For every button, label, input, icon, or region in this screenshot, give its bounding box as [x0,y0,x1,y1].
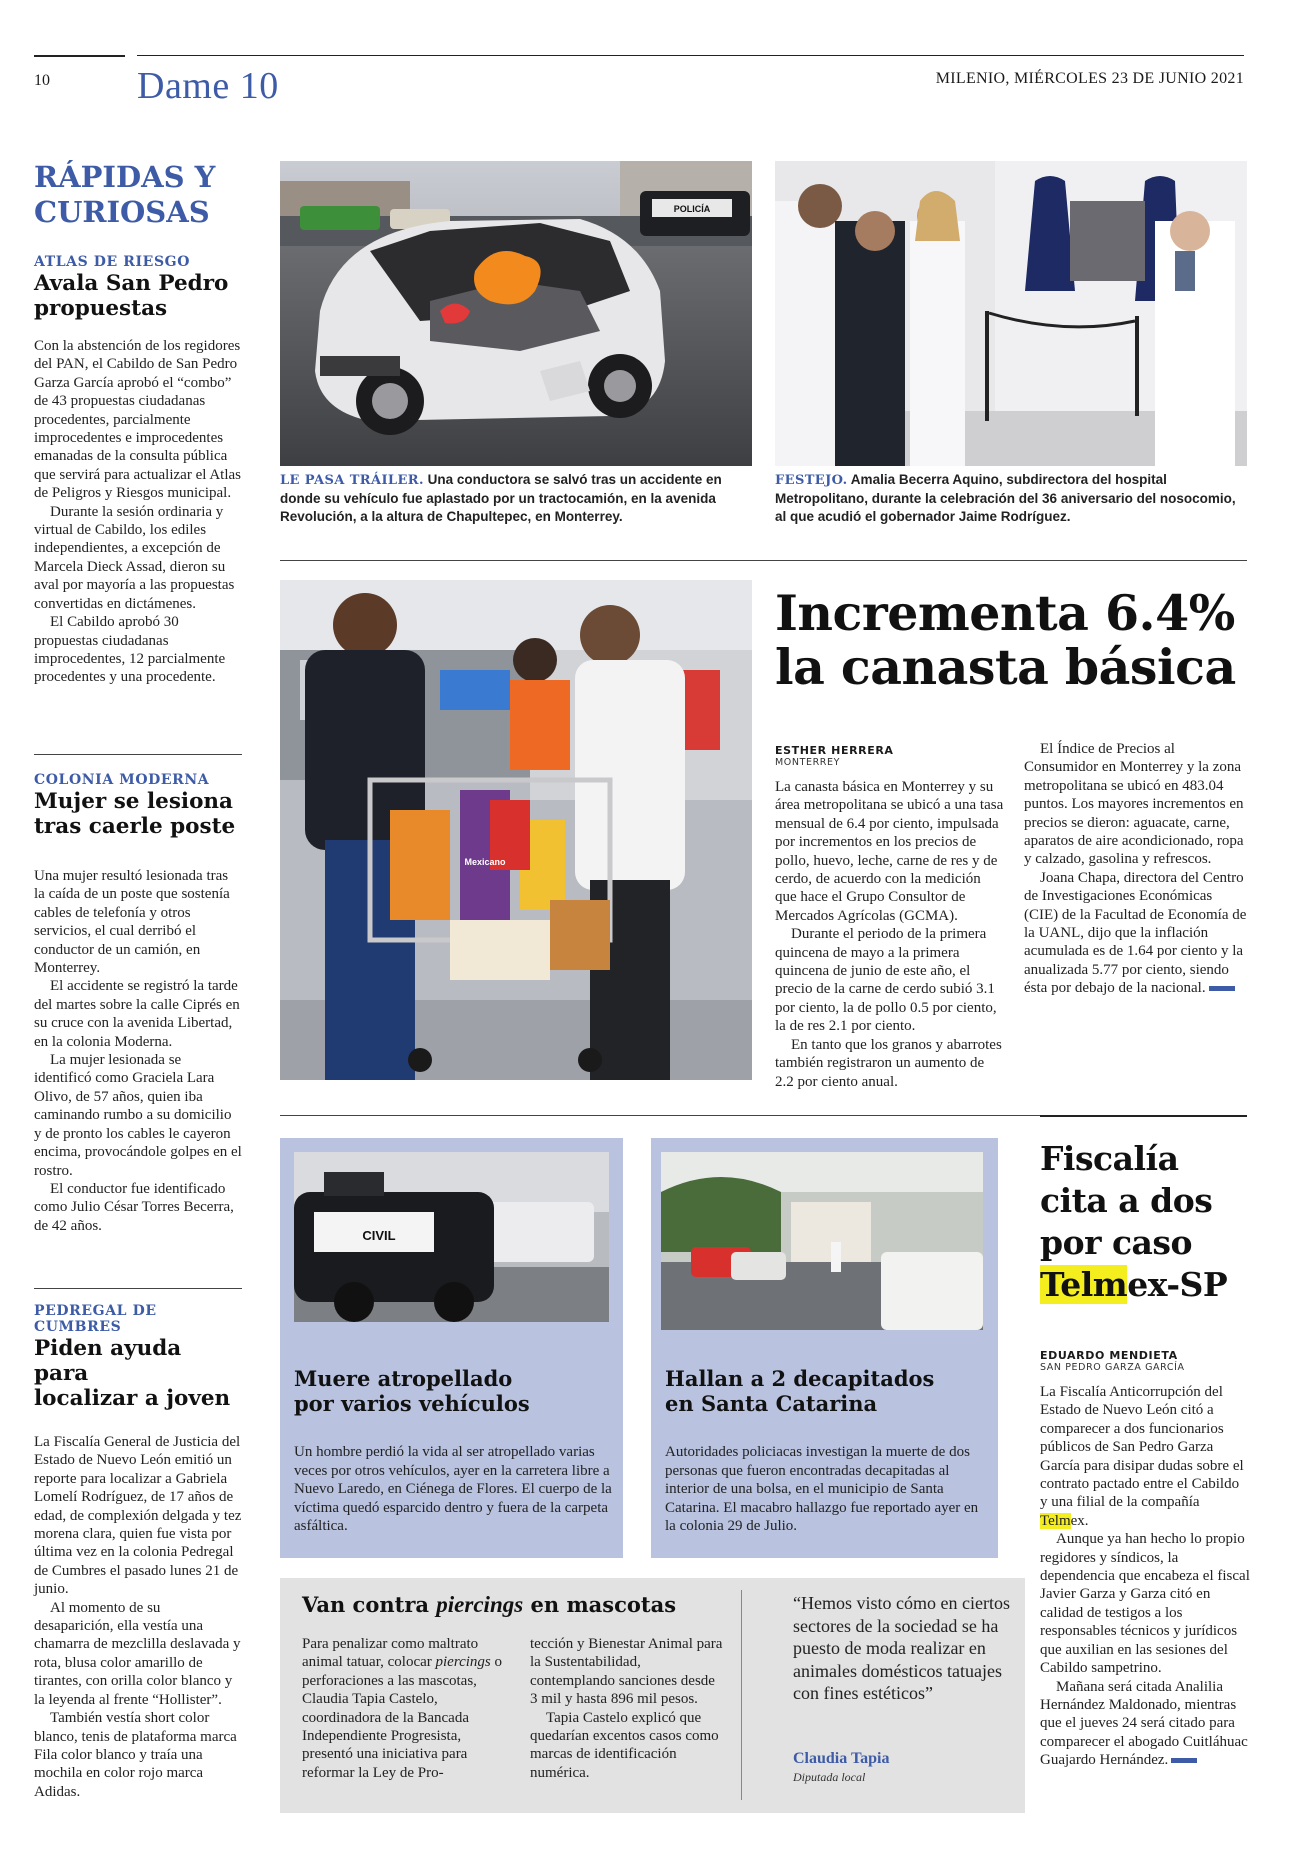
main-story-col2: El Índice de Precios al Consumidor en Monterrey y la zona metropolitana se ubicó en 483.04 puntos. Los mayores incrementos en precios se dieron: aguacate, carne, aparatos de aire acondicionado, ropa y calzado, gasolina y refrescos. Joana Chapa, directora del Centro de Investigaciones Económicas (CIE) de la Facultad de Economía de la UANL, dijo que la inflación acumulada es de 1.64 por ciento y la anualizada 5.77 por ciento, siendo ésta por debajo de la nacional. [1024,741,1247,997]
brief-body: La Fiscalía General de Justicia del Estado de Nuevo León emitió un reporte para localizar a Gabriela Lomelí Rodríguez, de 17 años de edad, de complexión delgada y tez morena clara, quien fue vista por última vez en la colonia Pedregal de Cumbres el pasado lunes 21 de junio. Al momento de su desaparición, ella vestía una chamarra de mezclilla deslavada y rota, blusa color amarillo de tirantes, con orilla color blanco y la leyenda al frente “Hollister”. También vestía short color blanco, tenis de plataforma marca Fila color blanco y traía una mochila en color rojo marca Adidas. [34,1434,242,1800]
main-headline: Incrementa 6.4% la canasta básica [775,584,1236,696]
byline: EDUARDO MENDIETA [1040,1349,1178,1362]
police-scene-photo [294,1152,609,1322]
crashed-car-photo [280,161,752,466]
masthead: MILENIO, MIÉRCOLES 23 DE JUNIO 2021 [935,70,1244,87]
news-box-decapitados [651,1138,998,1558]
police-car-label: CIVIL [362,1228,396,1243]
box-body: Autoridades policiacas investigan la muerte de dos personas que fueron encontradas decapitadas al interior de una bolsa, en el municipio de Santa Catarina. El macabro hallazgo fue reportado ayer en la colonia 29 de Julio. [665,1444,979,1534]
brief-moderna [34,772,242,1235]
photo-caption: LE PASA TRÁILER. Una conductora se salvó tras un accidente en donde su vehículo fue aplastado por un tractocamión, en la avenida Revolución, a la altura de Chapultepec, en Monterrey. [280,472,722,524]
piercings-col2: tección y Bienestar Animal para la Sustentabilidad, contemplando sanciones desde 3 mil y hasta 896 mil pesos. Tapia Castelo explicó que quedarían excentos casos como marcas de identificación numérica. [530,1636,723,1781]
box-body: Un hombre perdió la vida al ser atropellado varias veces por otros vehículos, ayer en la carretera libre a Nuevo Laredo, en Ciénega de Flores. El cuerpo de la víctima quedó esparcido dentro y fuera de la carpeta asfáltica. [294,1444,612,1534]
end-mark [1209,986,1235,991]
end-mark [1171,1758,1197,1763]
byline: ESTHER HERRERA [775,744,894,757]
bottle-label-text: Mexicano [464,857,506,867]
photo-caption: FESTEJO. Amalia Becerra Aquino, subdirectora del hospital Metropolitano, durante la celebración del 36 aniversario del nosocomio, al que acudió el gobernador Jaime Rodríguez. [775,472,1236,524]
brief-headline: Piden ayuda para localizar a joven [34,1336,231,1411]
brief-headline: Avala San Pedro propuestas [34,271,229,321]
box-headline: Hallan a 2 decapitados en Santa Catarina [665,1366,935,1416]
street-scene-photo [661,1152,983,1330]
fiscalia-story: EDUARDO MENDIETA SAN PEDRO GARZA GARCÍA La Fiscalía Anticorrupción del Estado de Nuevo León citó a comparecer a dos funcionarios públicos de San Pedro Garza García para disipar dudas sobre el contrato pactado entre el Cabildo y una filial de la compañía Telmex. Aunque ya han hecho lo propio regidores y síndicos, la dependencia que encabeza el fiscal Javier Garza y Garza citó en calidad de testigos a los responsables técnicos y jurídicos que auxilian en las sesiones del Cabildo sampetrino. Mañana será citada Analilia Hernández Maldonado, mientras que el jueves 24 será citado para comparecer el abogado Cuitláhuac Guajardo Hernández. [1040,1349,1250,1769]
quote-role: Diputada local [793,1770,866,1784]
brief-atlas [34,254,242,687]
byline-place: SAN PEDRO GARZA GARCÍA [1040,1362,1185,1373]
piercings-headline: Van contra piercings en mascotas [302,1592,677,1617]
rapidas-title: RÁPIDAS Y CURIOSAS [34,160,216,229]
brief-body: Una mujer resultó lesionada tras la caída de un poste que sostenía cables de telefonía y otros servicios, el cual derribó el conductor de un camión, en Monterrey. El accidente se registró la tarde del martes sobre la calle Ciprés en su cruce con la avenida Libertad, en la colonia Moderna. La mujer lesionada se identificó como Graciela Lara Olivo, de 57 años, quien iba caminando rumbo a su domicilio y de pronto los cables le cayeron encima, provocándole golpes en el rostro. El conductor fue identificado como Julio César Torres Becerra, de 42 años. [34,868,242,1234]
section-title: Dame 10 [137,65,279,107]
supermarket-photo [280,580,752,1080]
ceremony-photo [775,161,1247,466]
piercings-box [280,1578,1025,1813]
news-box-atropellado [280,1138,623,1558]
piercings-col1: Para penalizar como maltrato animal tatuar, colocar piercings o perforaciones a las mascotas, Claudia Tapia Castelo, coordinadora de la Bancada Independiente Progresista, presentó una iniciativa para reformar la Ley de Pro- [302,1636,503,1781]
brief-kicker: PEDREGAL DE CUMBRES [34,1303,157,1335]
main-story-col1: ESTHER HERRERA MONTERREY La canasta básica en Monterrey y su área metropolitana se ubicó a una tasa mensual de 6.4 por ciento, impulsada por incrementos en los precios de pollo, huevo, leche, carne de res y de cerdo, de acuerdo con la medición que hace el Grupo Consultor de Mercados Agrícolas (GCMA). Durante el periodo de la primera quincena de mayo a la primera quincena de junio de este año, el precio de la carne de cerdo subió 3.1 por ciento, la de pollo 0.5 por ciento, la de res 2.1 por ciento. En tanto que los granos y abarrotes también registraron un aumento de 2.2 por ciento anual. [775,744,1004,1090]
brief-kicker: COLONIA MODERNA [34,772,210,788]
box-headline: Muere atropellado por varios vehículos [294,1366,530,1416]
brief-body: Con la abstención de los regidores del PAN, el Cabildo de San Pedro Garza García aprobó el “combo” de 43 propuestas ciudadanas procedentes, parcialmente improcedentes e improcedentes emanadas de la consulta pública que servirá para actualizar el Atlas de Peligros y Riesgos municipal. Durante la sesión ordinaria y virtual de Cabildo, los ediles independientes, a excepción de Marcela Dieck Assad, dieron su aval por mayoría a las propuestas convertidas en dictámenes. El Cabildo aprobó 30 propuestas ciudadanas improcedentes, 12 parcialmente procedentes y una procedente. [34,338,241,686]
brief-pedregal [34,1303,242,1801]
quote-name: Claudia Tapia [793,1750,890,1767]
police-car-text: POLICÍA [673,204,711,214]
byline-place: MONTERREY [775,757,840,768]
brief-kicker: ATLAS DE RIESGO [34,254,191,270]
pull-quote: “Hemos visto cómo en ciertos sectores de la sociedad se ha puesto de moda realizar en animales domésticos tatuajes con fines estéticos” [793,1593,1010,1703]
brief-headline: Mujer se lesiona tras caerle poste [34,789,236,839]
page-number: 10 [34,72,50,89]
fiscalia-headline: Fiscalía cita a dos por caso Telmex-SP [1040,1139,1228,1304]
